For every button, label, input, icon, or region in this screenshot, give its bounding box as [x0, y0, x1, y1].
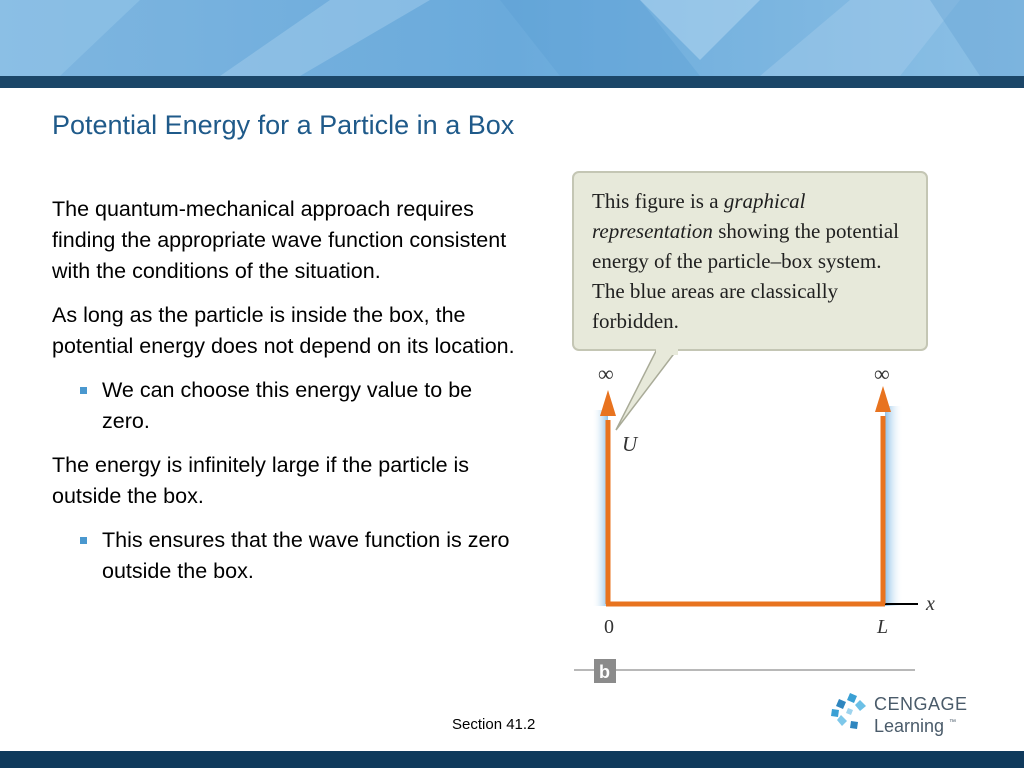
logo-text-cengage: CENGAGE [874, 694, 968, 714]
l-label: L [877, 616, 889, 638]
callout-pointer [616, 351, 676, 430]
square-bullet-icon [80, 537, 87, 544]
header-banner [0, 0, 1024, 88]
bullet-text-1: We can choose this energy value to be zero. [102, 378, 473, 433]
callout-text-emphasis: graphical representation [592, 189, 806, 243]
callout-text-end: showing the potential energy of the particle–box system. The blue areas are classically forbidden. [592, 219, 899, 333]
callout-pointer-join [656, 349, 678, 355]
panel-label: b [599, 662, 610, 682]
origin-label: 0 [604, 616, 614, 638]
body-paragraph-2: As long as the particle is inside the box, the potential energy does not depend on its location. [52, 303, 515, 358]
body-paragraph-3: The energy is infinitely large if the particle is outside the box. [52, 453, 470, 508]
x-axis-label: x [926, 593, 935, 615]
infinity-right-label: ∞ [874, 361, 890, 386]
cengage-mark-icon [831, 693, 866, 729]
right-wall-arrowhead [875, 386, 891, 412]
square-bullet-icon [80, 387, 87, 394]
section-footer: Section 41.2 [452, 716, 536, 733]
potential-energy-figure [560, 340, 960, 690]
bullet-item-2 [52, 525, 522, 587]
slide-body [52, 194, 522, 600]
figure-callout [572, 171, 928, 351]
left-wall-arrowhead [600, 390, 616, 416]
u-axis-label: U [622, 432, 638, 456]
slide-title: Potential Energy for a Particle in a Box [52, 110, 515, 140]
cengage-learning-logo [828, 688, 988, 738]
banner-graphic [0, 0, 1024, 88]
footer-bar [0, 751, 1024, 768]
bullet-item-1 [52, 375, 522, 437]
body-paragraph-1: The quantum-mechanical approach requires finding the appropriate wave function consistent with the conditions of the situation. [52, 197, 507, 283]
forbidden-region-right [885, 406, 903, 606]
bullet-text-2: This ensures that the wave function is zero outside the box. [102, 528, 510, 583]
callout-text-start: This figure is a [592, 189, 724, 213]
logo-trademark: ™ [949, 719, 956, 726]
logo-text-learning: Learning [874, 716, 945, 736]
infinity-left-label: ∞ [598, 361, 614, 386]
